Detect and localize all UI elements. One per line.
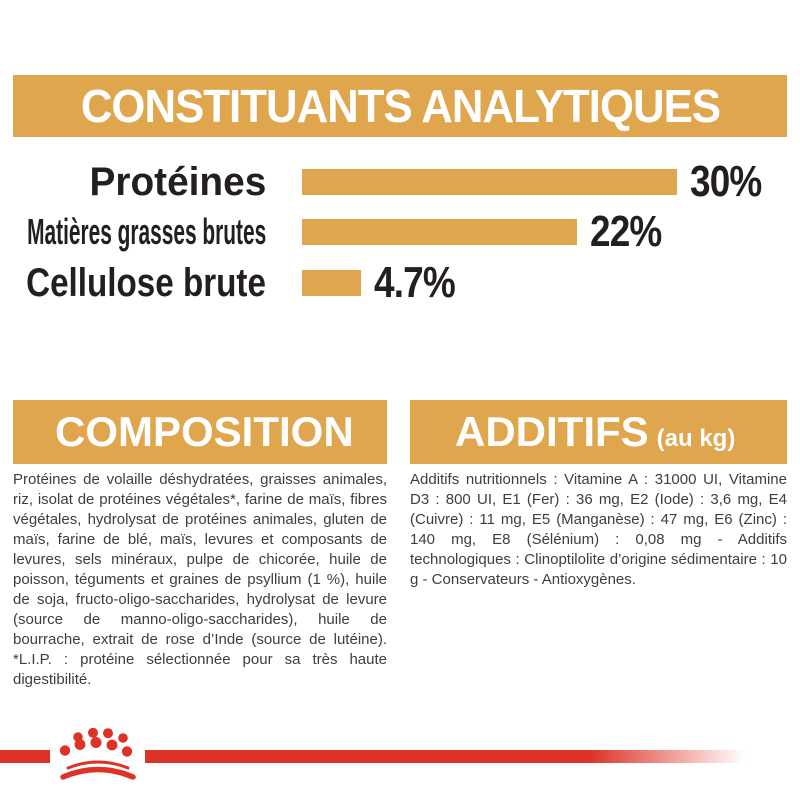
bar-cellulose [302,270,361,296]
footer-rule-right [145,750,745,763]
composition-title: COMPOSITION [55,408,354,455]
chart-row-proteines [0,157,800,206]
additifs-header [410,400,787,464]
bar-value-cellulose: 4.7% [374,258,455,307]
additifs-body: Additifs nutritionnels : Vitamine A : 31000 UI, Vitamine D3 : 800 UI, E1 (Fer) : 36 mg, E2 (Iode) : 3,6 mg, E4 (Cuivre) : 11 mg, E5 (Manganèse) : 47 mg, E6 (Zinc) : 140 mg, E8 (Sélénium) : 0,08 mg - Additifs technologiques : Clinoptilolite d’origine sédimentaire : 10 g - Conservateurs - Antioxygènes. [410,471,787,588]
additifs-title: ADDITIFS [455,408,649,455]
bar-label-matieres-grasses: Matières grasses brutes [26,211,266,252]
analytical-constituents-title: CONSTITUANTS ANALYTIQUES [80,80,720,132]
bar-matieres-grasses [302,219,577,245]
bar-proteines [302,169,677,195]
chart-row-matieres-grasses [0,207,800,256]
additifs-title-suffix: (au kg) [656,425,736,452]
chart-row-cellulose [0,258,800,307]
composition-header [13,400,387,464]
footer-rule-left [0,750,50,763]
bar-label-cellulose: Cellulose brute [26,261,266,305]
royal-canin-crown-logo-icon [56,728,140,780]
analytical-constituents-chart [0,0,800,330]
bar-value-proteines: 30% [690,157,762,206]
bar-value-matieres-grasses: 22% [590,207,662,256]
composition-body: Protéines de volaille déshydratées, graisses animales, riz, isolat de protéines végétales*, farine de maïs, fibres végétales, hydrolysat de protéines animales, gluten de maïs, farine de blé, maïs, levures et composants de levures, sels minéraux, pulpe de chicorée, huile de poisson, téguments et graines de psyllium (1 %), huile de soja, fructo-oligo-saccharides, hydrolysat de levure (source de manno-oligo-saccharides), huile de bourrache, extrait de rose d’Inde (source de lutéine). *L.I.P. : protéine sélectionnée pour sa très haute digestibilité. [13,471,387,688]
bar-label-proteines: Protéines [89,160,266,204]
